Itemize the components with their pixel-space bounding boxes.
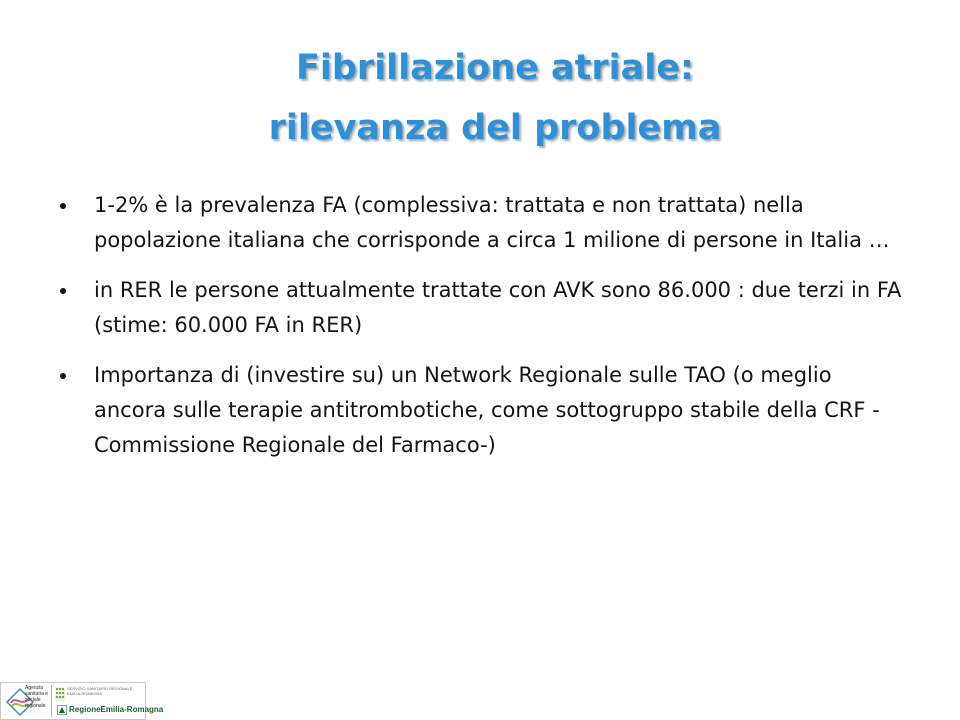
health-service-icon [55, 687, 65, 701]
bullet-icon [60, 288, 66, 294]
logo-divider [51, 685, 52, 717]
bullet-item [58, 188, 908, 258]
bullet-text: Importanza di (investire su) un Network Regionale sulle TAO (o meglio ancora sulle terapie antitrombotiche, come sottogruppo stabile della CRF - Commissione Regionale del Farmaco-) [94, 363, 880, 457]
footer-logo [0, 682, 164, 720]
bullet-item [58, 358, 908, 463]
slide-title [100, 38, 890, 158]
bullet-item [58, 273, 908, 343]
slide-title-line-1: Fibrillazione atriale: [295, 48, 695, 88]
bullet-icon [60, 373, 66, 379]
bullet-text: 1-2% è la prevalenza FA (complessiva: trattata e non trattata) nella popolazione italiana che corrisponde a circa 1 milione di persone in Italia … [94, 193, 890, 252]
health-service-text: SERVIZIO SANITARIO REGIONALE EMILIA-ROMAGNA [67, 686, 133, 696]
region-emblem-icon [57, 705, 67, 715]
bullet-icon [60, 203, 66, 209]
bullet-text: in RER le persone attualmente trattate con AVK sono 86.000 : due terzi in FA (stime: 60.000 FA in RER) [94, 278, 902, 337]
bullet-list [58, 188, 908, 463]
region-logo-text: RegioneEmilia-Romagna [69, 705, 164, 714]
slide-title-line-2: rilevanza del problema [268, 108, 722, 148]
agency-logo-text: Agenzia sanitaria e sociale regionale [25, 685, 49, 709]
